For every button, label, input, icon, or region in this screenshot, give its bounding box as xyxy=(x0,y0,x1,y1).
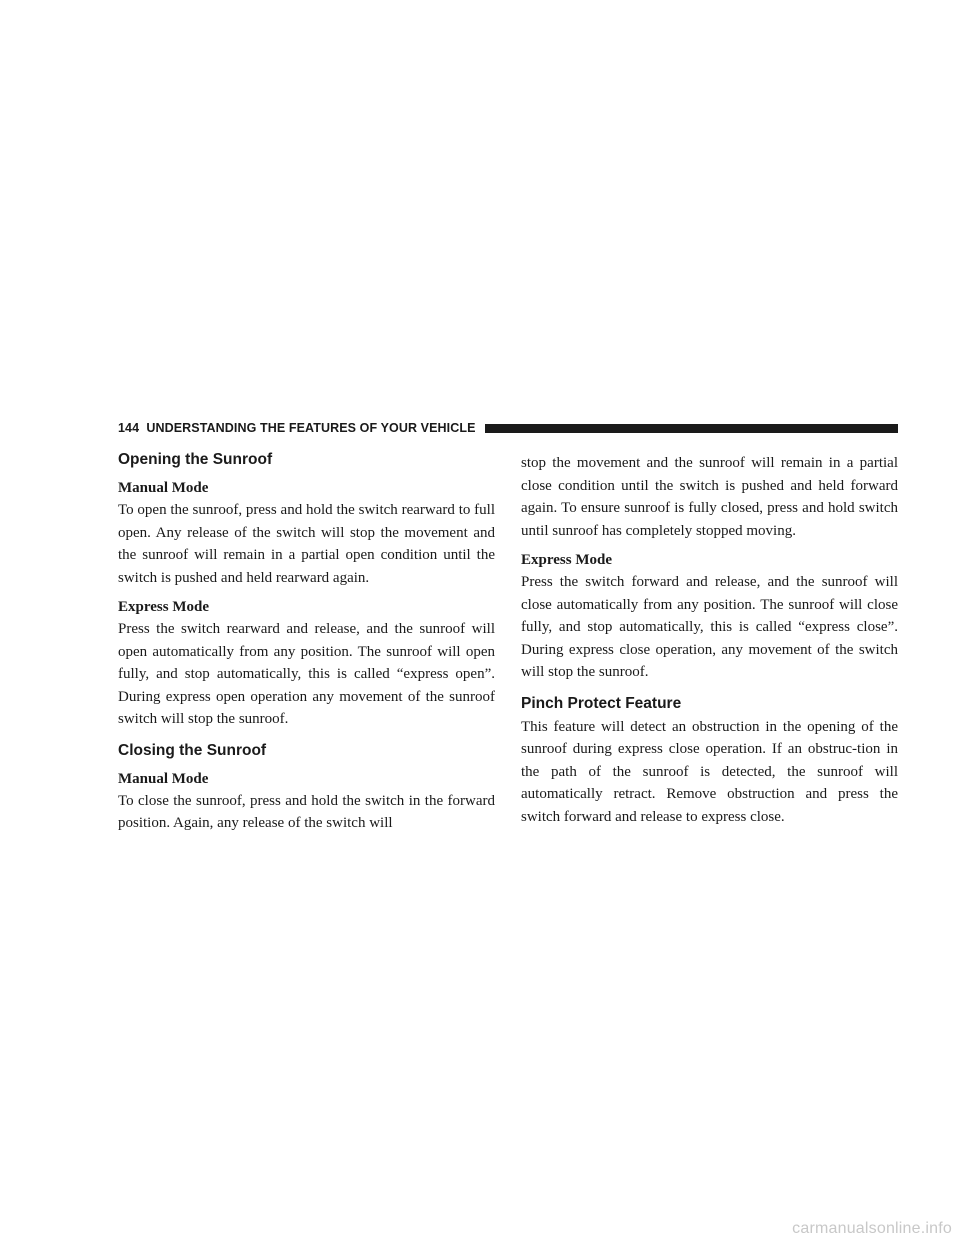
opening-express-mode-heading: Express Mode xyxy=(118,599,209,615)
pinch-protect-heading: Pinch Protect Feature xyxy=(521,694,682,712)
page-header xyxy=(118,421,898,435)
opening-manual-mode-heading: Manual Mode xyxy=(118,480,209,496)
closing-express-mode-text: Press the switch forward and release, and the sunroof will close automatically from any position. The sunroof will close fully, and stop automatically, this is called “express close”. During express close operation, any movement of the switch will stop the sunroof. xyxy=(521,574,898,680)
opening-express-mode-text: Press the switch rearward and release, and the sunroof will open automatically from any position. The sunroof will open fully, and stop automatically, this is called “express open”. During express open operation any movement of the sunroof switch will stop the sunroof. xyxy=(118,621,495,727)
closing-sunroof-heading: Closing the Sunroof xyxy=(118,741,267,759)
pinch-protect-text: This feature will detect an obstruction in the opening of the sunroof during express close operation. If an obstruc-tion in the path of the sunroof is detected, the sunroof will automatically retract. Remove obstruction and press the switch forward and release to express close. xyxy=(521,718,898,825)
opening-manual-mode-text: To open the sunroof, press and hold the switch rearward to full open. Any release of the switch will stop the movement and the sunroof will remain in a partial open condition until the switch is pushed and held rearward again. xyxy=(118,502,495,586)
closing-express-mode-heading: Express Mode xyxy=(521,552,612,568)
watermark-link[interactable]: carmanualsonline.info xyxy=(792,1220,952,1237)
closing-manual-mode-text: To close the sunroof, press and hold the switch in the forward position. Again, any release of the switch will xyxy=(118,792,495,831)
header-rule xyxy=(485,424,898,433)
right-column xyxy=(521,452,898,836)
closing-manual-mode-continued: stop the movement and the sunroof will remain in a partial close condition until the switch is pushed and held forward again. To ensure sunroof is fully closed, press and hold switch until sunroof has completely stopped moving. xyxy=(521,455,898,539)
closing-manual-mode-heading: Manual Mode xyxy=(118,770,209,787)
page-number: 144 xyxy=(118,421,140,435)
opening-sunroof-heading: Opening the Sunroof xyxy=(118,451,273,468)
left-column xyxy=(118,450,495,843)
chapter-title: UNDERSTANDING THE FEATURES OF YOUR VEHICLE xyxy=(146,421,476,435)
page-header-text xyxy=(118,421,476,435)
